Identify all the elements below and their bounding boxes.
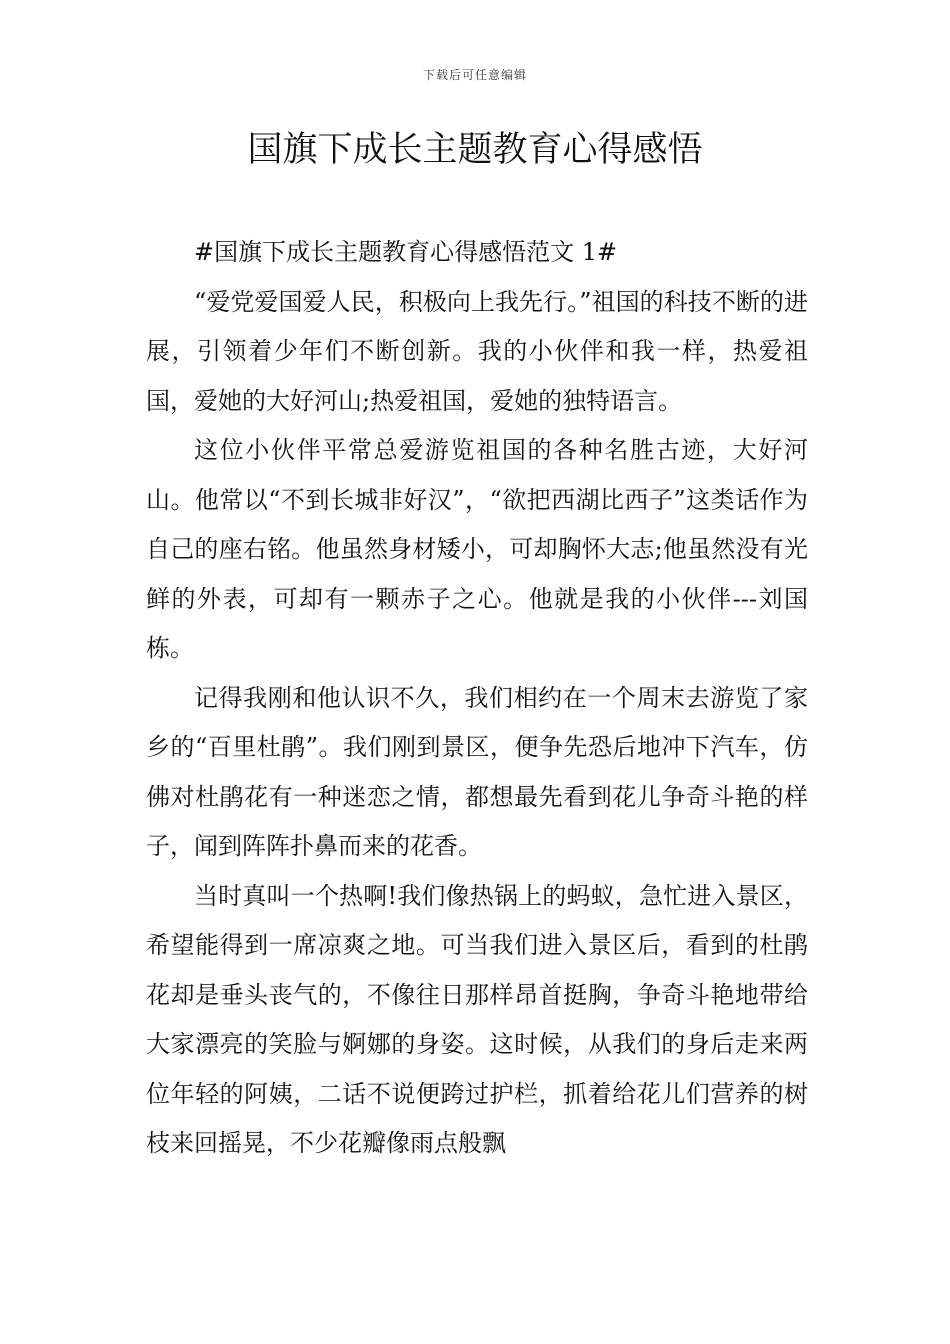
document-body — [146, 228, 808, 1169]
section-heading: #国旗下成长主题教育心得感悟范文 1# — [194, 238, 618, 266]
paragraph: “爱党爱国爱人民，积极向上我先行。”祖国的科技不断的进展，引领着少年们不断创新。我的小伙伴和我一样，热爱祖国，爱她的大好河山;热爱祖国，爱她的独特语言。 — [146, 287, 808, 415]
header-note: 下载后可任意编辑 — [422, 68, 527, 82]
paragraph: 当时真叫一个热啊!我们像热锅上的蚂蚁，急忙进入景区，希望能得到一席凉爽之地。可当我们进入景区后，看到的杜鹃花却是垂头丧气的，不像往日那样昂首挺胸，争奇斗艳地带给大家漂亮的笑脸与婀娜的身姿。这时候，从我们的身后走来两位年轻的阿姨，二话不说便跨过护栏，抓着给花儿们营养的树枝来回摇晃，不少花瓣像雨点般飘 — [146, 881, 808, 1157]
paragraph: 这位小伙伴平常总爱游览祖国的各种名胜古迹，大好河山。他常以“不到长城非好汉”，“欲把西湖比西子”这类话作为自己的座右铭。他虽然身材矮小，可却胸怀大志;他虽然没有光鲜的外表，可却有一颗赤子之心。他就是我的小伙伴---刘国栋。 — [146, 436, 808, 662]
paragraph: 记得我刚和他认识不久，我们相约在一个周末去游览了家乡的“百里杜鹃”。我们刚到景区，便争先恐后地冲下汽车，仿佛对杜鹃花有一种迷恋之情，都想最先看到花儿争奇斗艳的样子，闻到阵阵扑鼻而来的花香。 — [146, 683, 808, 860]
document-title: 国旗下成长主题教育心得感悟 — [247, 130, 703, 170]
